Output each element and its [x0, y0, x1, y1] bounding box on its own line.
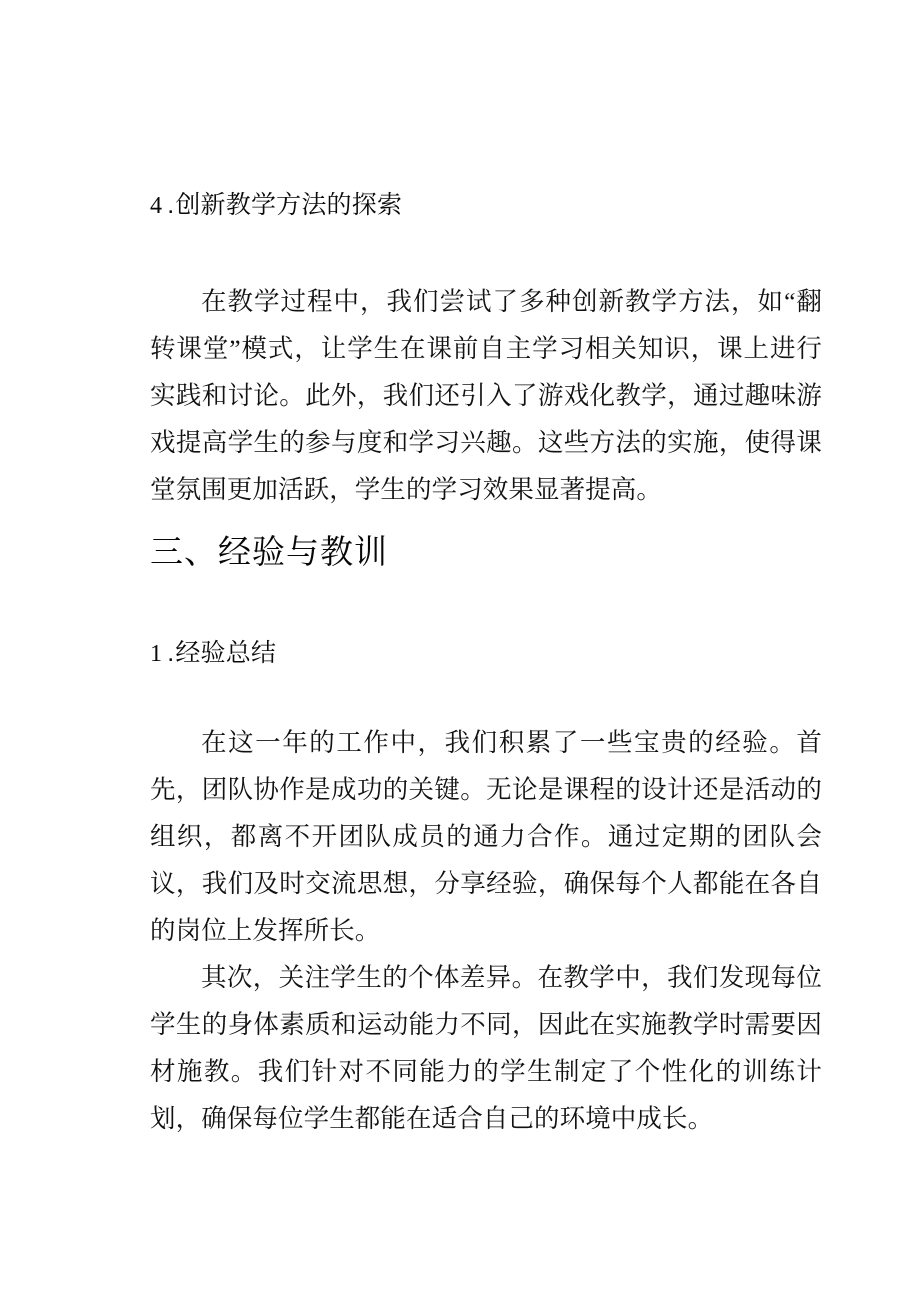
- subheading-4-separator: .: [167, 191, 175, 219]
- subheading-1-title: 经验总结: [175, 639, 277, 667]
- paragraph-innovative-teaching-methods: 在教学过程中，我们尝试了多种创新教学方法，如“翻转课堂”模式，让学生在课前自主学习相关知识，课上进行实践和讨论。此外，我们还引入了游戏化教学，通过趣味游戏提高学生的参与度和学习兴趣。这些方法的实施，使得课堂氛围更加活跃，学生的学习效果显著提高。: [150, 286, 822, 504]
- paragraph-teamwork-experience: 在这一年的工作中，我们积累了一些宝贵的经验。首先，团队协作是成功的关键。无论是课程的设计还是活动的组织，都离不开团队成员的通力合作。通过定期的团队会议，我们及时交流思想，分享经验，确保每个人都能在各自的岗位上发挥所长。: [150, 727, 822, 945]
- paragraph-individual-differences: 其次，关注学生的个体差异。在教学中，我们发现每位学生的身体素质和运动能力不同，因此在实施教学时需要因材施教。我们针对不同能力的学生制定了个性化的训练计划，确保每位学生都能在适合自己的环境中成长。: [150, 962, 822, 1133]
- subheading-4-number: 4: [150, 193, 163, 219]
- subheading-4-title: 创新教学方法的探索: [175, 191, 403, 219]
- heading-section-three-experience-and-lessons: 三、经验与教训: [150, 533, 388, 571]
- subheading-1-number: 1: [150, 641, 163, 667]
- subheading-4-innovative-teaching-methods: [150, 188, 402, 223]
- subheading-1-separator: .: [167, 639, 175, 667]
- subheading-1-experience-summary: [150, 636, 276, 671]
